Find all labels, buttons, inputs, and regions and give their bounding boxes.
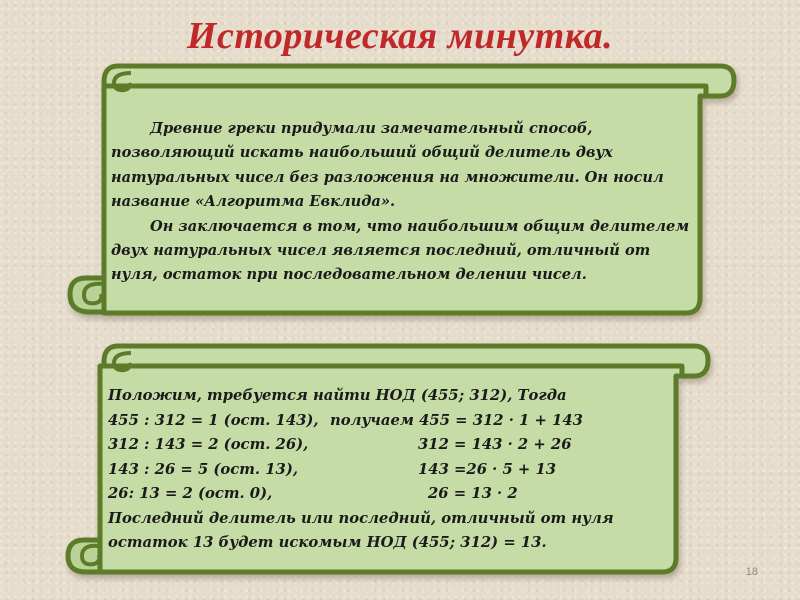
division-step: 455 : 312 = 1 (ост. 143),: [108, 411, 319, 429]
equation-step: 26 = 13 · 2: [428, 485, 518, 502]
calc-row: [108, 482, 688, 507]
equation-step: 143 =26 · 5 + 13: [418, 460, 557, 478]
division-step: 143 : 26 = 5 (ост. 13),: [108, 460, 298, 478]
history-paragraph-1: Древние греки придумали замечательный способ, позволяющий искать наибольший общий делитель двух натуральных чисел без разложения на множители. Он носил название «Алгоритма Евклида».: [111, 120, 664, 211]
example-intro: Положим, требуется найти НОД (455; 312), Тогда: [108, 387, 567, 404]
equation-step: 312 = 143 · 2 + 26: [418, 436, 572, 453]
slide-number: 18: [745, 566, 758, 578]
calc-row: [108, 433, 688, 458]
calc-row: [108, 409, 688, 434]
equation-step: получаем 455 = 312 · 1 + 143: [330, 411, 583, 429]
calc-row: [108, 458, 688, 483]
slide-title: Историческая минутка.: [186, 15, 614, 57]
example-text: [108, 384, 688, 556]
example-conclusion: Последний делитель или последний, отличный от нуля остаток 13 будет искомым НОД (455; 312) = 13.: [108, 509, 614, 551]
history-paragraph-2: Он заключается в том, что наибольшим общим делителем двух натуральных чисел является последний, отличный от нуля, остаток при последовательном делении чисел.: [111, 217, 690, 284]
division-step: 312 : 143 = 2 (ост. 26),: [108, 436, 309, 453]
division-step: 26: 13 = 2 (ост. 0),: [108, 485, 273, 502]
